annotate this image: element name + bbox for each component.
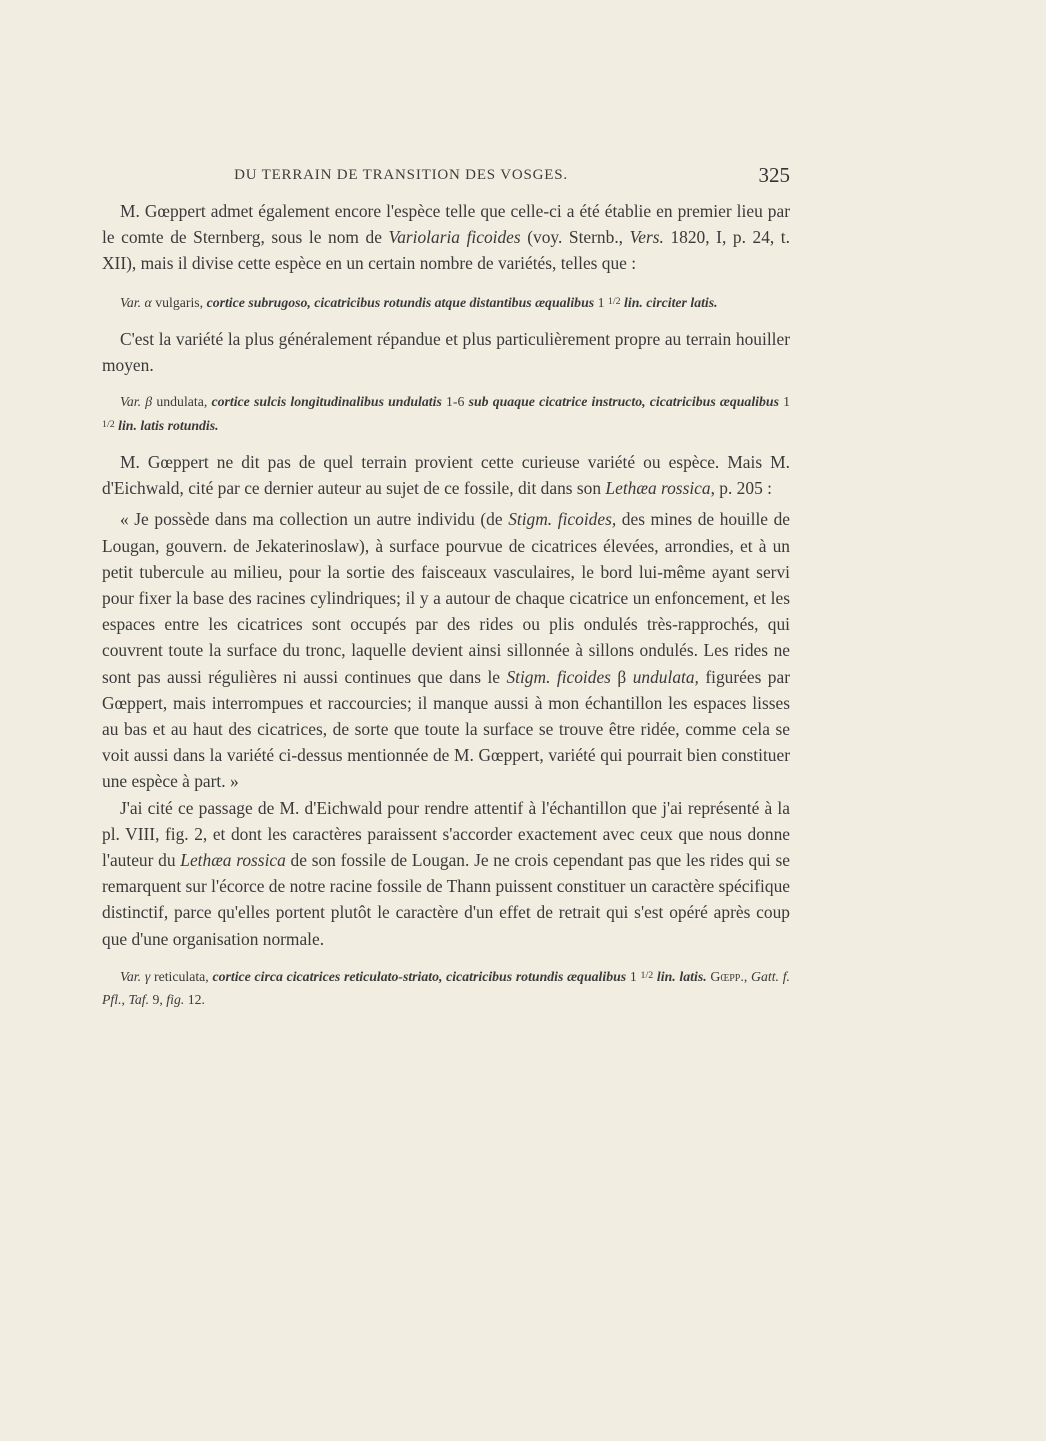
text-run: , p. 205 : xyxy=(710,478,772,499)
number: 1 xyxy=(594,294,608,310)
variety-name: reticulata, xyxy=(150,968,213,984)
fraction: 1/2 xyxy=(640,969,654,981)
text-run: de son fossile de Lougan. Je ne crois cependant pas que les rides qui se remarquent sur l'écorce de notre racine fossile de Thann puissent constituer un caractère spécifique distinctif, parce qu'elles portent plutôt le caractère d'un effet de retrait qui s'est opéré après coup que d'une organisation normale. xyxy=(102,850,790,949)
text-run: 12. xyxy=(184,991,206,1007)
variety-description: lin. latis rotundis. xyxy=(114,417,219,433)
variety-description: lin. circiter latis. xyxy=(620,294,718,310)
variety-beta xyxy=(102,390,790,437)
text-run: J'ai cité ce passage de M. d'Eichwald pour rendre attentif à l'échantillon que j'ai représenté à la pl. VIII, fig. 2, et dont les caractères paraissent s'accorder exactement avec ceux que nous donne l'auteur du xyxy=(102,797,790,870)
page-number: 325 xyxy=(758,163,790,187)
reference-author: Gœpp. xyxy=(706,968,744,984)
paragraph-author-comment xyxy=(102,795,790,952)
number: 1 xyxy=(626,968,641,984)
number: 1-6 xyxy=(441,393,469,409)
text-run: M. Gœppert admet également encore l'espèce telle que celle-ci a été établie en premier lieu par le comte de Sternberg, sous le nom de xyxy=(102,201,790,248)
paragraph-variety-distribution: C'est la variété la plus généralement répandue et plus particulièrement propre au terrain houiller moyen. xyxy=(102,328,790,375)
species-name: Stigm. ficoides, xyxy=(508,509,617,530)
variety-description: sub quaque cicatrice instructo, cicatricibus æqualibus xyxy=(468,393,779,409)
fraction: 1/2 xyxy=(102,418,115,430)
variety-label: Var. α xyxy=(120,294,152,310)
number: 1 xyxy=(778,393,791,409)
variety-label: Var. γ xyxy=(120,968,151,984)
variety-gamma xyxy=(102,964,790,1011)
variety-description: cortice sulcis longitudinalibus undulatis xyxy=(211,393,442,409)
reference-figure: fig. xyxy=(166,991,185,1007)
work-title: Lethæa rossica xyxy=(605,478,711,499)
text-run: (voy. Sternb., xyxy=(520,227,630,248)
text-run: figurées par Gœppert, mais interrompues et raccourcies; il manque aussi à mon échantillon les espaces lisses au bas et au haut des cicatrices, de sorte que toute la surface se trouve être ridée, comme cela se voit aussi dans la variété ci-dessus mentionnée de M. Gœppert, variété qui pourrait bien constituer une espèce à part. » xyxy=(102,666,790,792)
paragraph-eichwald-intro xyxy=(102,449,790,501)
text-run: , xyxy=(743,968,751,984)
fraction: 1/2 xyxy=(607,295,621,307)
page-body xyxy=(102,198,790,1011)
work-title: Lethæa rossica xyxy=(180,850,286,870)
variety-description: lin. latis. xyxy=(653,968,707,984)
text-run: , xyxy=(121,991,129,1007)
variety-description: cortice circa cicatrices reticulato-striato, cicatricibus rotundis æqualibus xyxy=(212,968,627,984)
work-title: Vers. xyxy=(629,227,664,248)
species-name: Stigm. ficoides xyxy=(506,666,611,687)
running-title: DU TERRAIN DE TRANSITION DES VOSGES. xyxy=(234,167,568,183)
variety-alpha xyxy=(102,290,790,314)
variety-description: cortice subrugoso, cicatricibus rotundis atque distantibus æqualibus xyxy=(206,294,595,310)
variety-label: Var. β xyxy=(120,393,153,409)
paragraph-goeppert-species xyxy=(102,198,790,277)
text-run: 9, xyxy=(149,991,167,1007)
text-run: β xyxy=(610,666,633,687)
species-name: Variolaria ficoides xyxy=(388,227,521,248)
reference-plate: Taf. xyxy=(128,991,150,1007)
text-run: M. Gœppert ne dit pas de quel terrain provient cette curieuse variété ou espèce. Mais M. d'Eichwald, cité par ce dernier auteur au sujet de ce fossile, dit dans son xyxy=(102,451,790,499)
paragraph-eichwald-quote xyxy=(102,506,790,794)
variety-name: vulgaris, xyxy=(151,294,207,310)
text-run: des mines de houille de Lougan, gouvern. de Jekaterinoslaw), à surface pourvue de cicatrices élevées, arrondies, et à un petit tubercule au milieu, pour la sortie des faisceaux vasculaires, le bord lui-même ayant servi pour fixer la base des racines cylindriques; il y a autour de chaque cicatrice un enfoncement, et les espaces entre les cicatrices sont occupés par des rides ou plis ondulés très-rapprochés, qui couvrent toute la surface du tronc, laquelle devient ainsi sillonnée à sillons ondulés. Les rides ne sont pas aussi régulières ni aussi continues que dans le xyxy=(102,509,791,687)
variety-name: undulata, xyxy=(152,393,212,409)
text-run: « Je possède dans ma collection un autre individu (de xyxy=(120,509,509,530)
variety-name: undulata, xyxy=(632,666,699,687)
page-header xyxy=(102,163,790,189)
reference-work: Gatt. f. Pfl. xyxy=(102,968,790,1007)
text-run: 1820, I, p. 24, t. XII), mais il divise cette espèce en un certain nombre de variétés, telles que : xyxy=(102,227,790,274)
